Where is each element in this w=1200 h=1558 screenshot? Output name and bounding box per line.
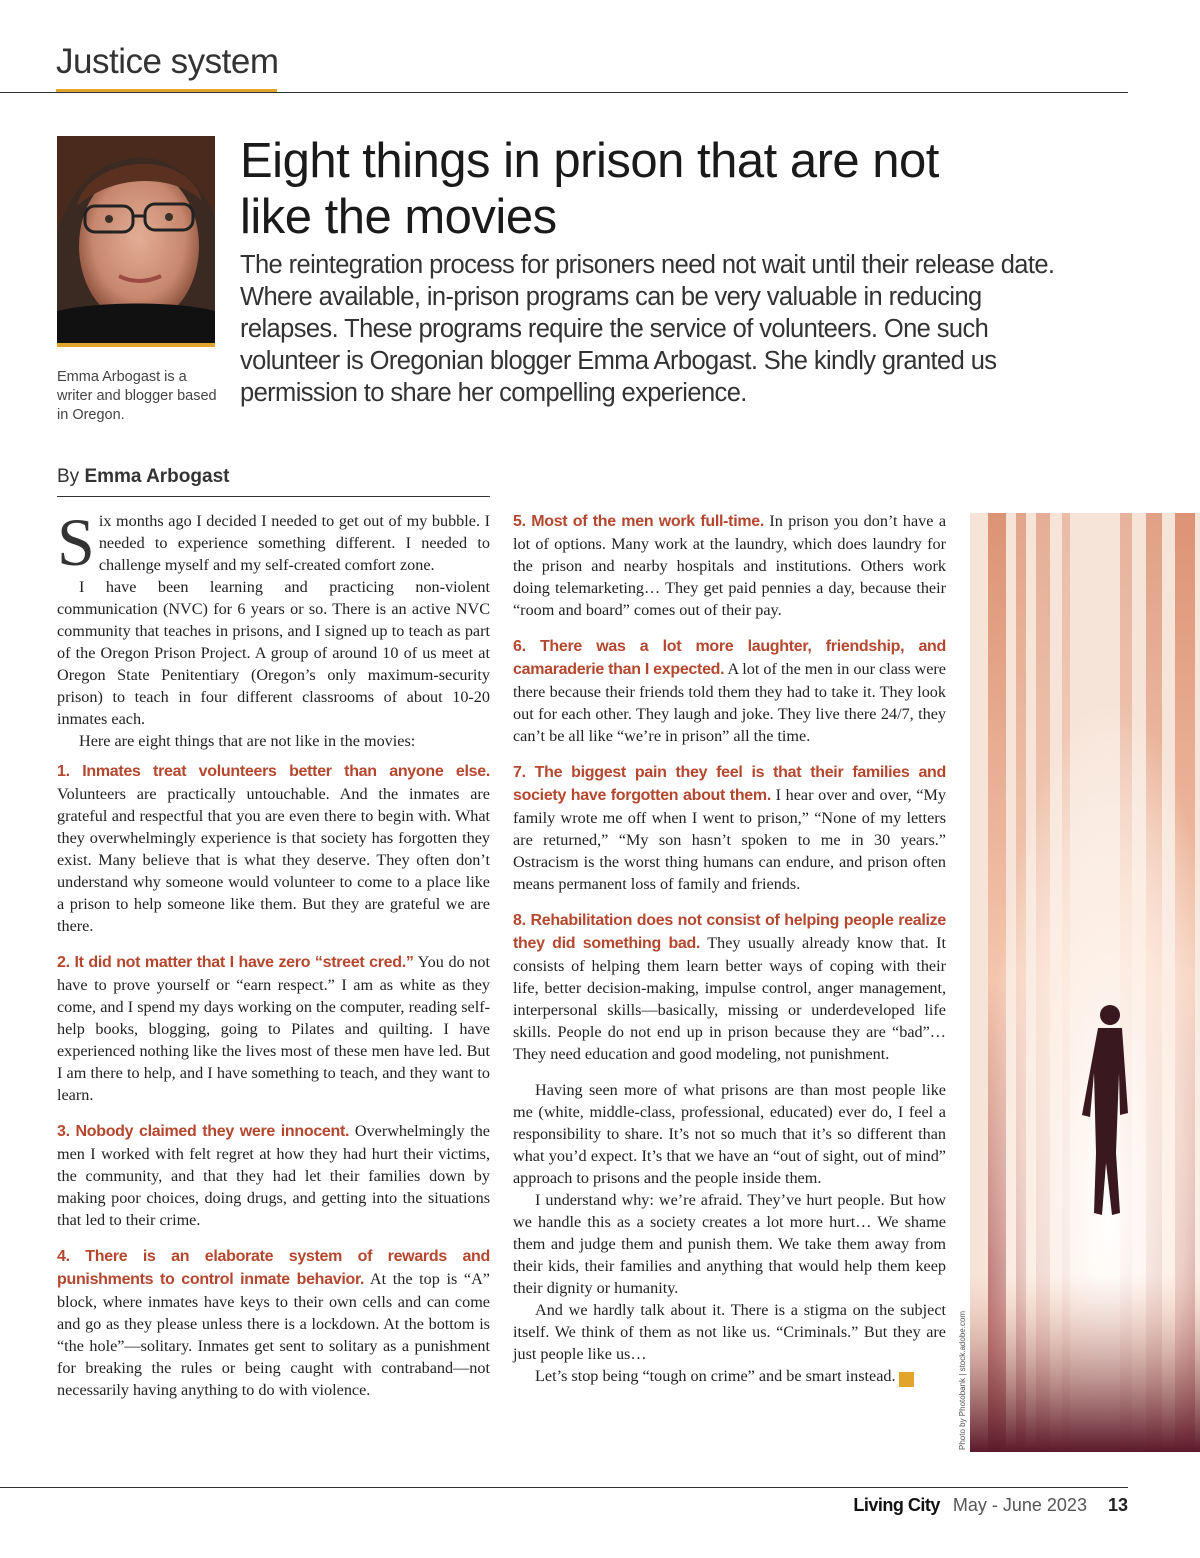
photo-credit: Photo by Photobank | stock.adobe.com [958, 1310, 967, 1450]
portrait-caption: Emma Arbogast is a writer and blogger based in Oregon. [57, 369, 217, 423]
item-4-text: At the top is “A” block, where inmates have keys to their own cells and can come and go as they please unless there is a lockdown. At the bottom is “the hole”—solitary. Inmates get sent to solitary as a punishment for breaking the rules or being caught with contraband—not necessarily having anything to do with violence. [57, 1270, 490, 1399]
item-5-text: In prison you don’t have a lot of options. Many work at the laundry, which does laundry for the prison and nearby hospitals and institutions. Others work doing telemarketing… They get paid pennies a day, because their “room and board” comes out of their pay. [513, 512, 947, 619]
closing-paragraph-2: I understand why: we’re afraid. They’ve hurt people. But how we handle this as a society creates a lot more hurt… We shame them and judge them and punish them. We take them away from their kids, their families and anything that would help them keep their dignity or humanity. [513, 1191, 946, 1297]
portrait-accent-bar [57, 343, 215, 347]
magazine-brand: Living City [853, 1495, 940, 1515]
intro-paragraph-2: I have been learning and practicing non-violent communication (NVC) for 6 years or so. There is an active NVC community that teaches in prisons, and I signed up to teach as part of the Oregon Prison Project. A group of around 10 of us meet at Oregon State Penitentiary (Oregon’s only maximum-security prison) to teach in four different classrooms of about 10-20 inmates each. [57, 578, 490, 728]
byline-prefix: By [57, 466, 80, 487]
item-2-heading: 2. It did not matter that I have zero “street cred.” [57, 954, 414, 971]
item-4 [57, 1245, 490, 1401]
closing-paragraph-3: And we hardly talk about it. There is a stigma on the subject itself. We think of them as not like us. “Criminals.” But they are just people like us… [513, 1301, 946, 1363]
item-5 [513, 510, 946, 621]
intro-p1-text: ix months ago I decided I needed to get out of my bubble. I needed to experience something different. I needed to challenge myself and my self-created comfort zone. [98, 512, 490, 574]
item-1-text: Volunteers are practically untouchable. And the inmates are grateful and respectful that you are even there to begin with. What they overwhelmingly experience is that society has forgotten they exist. Many believe that is what they deserve. They often don’t understand why someone would volunteer to come to a place like a prison to help someone like them. But they are grateful we are there. [57, 785, 490, 935]
item-3-text: Overwhelmingly the men I worked with felt regret at how they had hurt their victims, the community, and that they had let their families down by making poor choices, doing drugs, and getting into the situations that led to their crime. [57, 1122, 490, 1229]
drop-cap: S [57, 504, 95, 580]
walking-man-photo [970, 513, 1200, 1452]
headline: Eight things in prison that are not like the movies [240, 134, 939, 244]
deck-intro: The reintegration process for prisoners need not wait until their release date. Where available, in-prison programs can be very valuable in reducing relapses. These programs require the service of volunteers. One such volunteer is Oregonian blogger Emma Arbogast. She kindly granted us permission to share her compelling experience. [240, 251, 1055, 407]
item-7-heading: 7. The biggest pain they feel is that their families and society have forgotten about them. [513, 764, 946, 804]
item-5-heading: 5. Most of the men work full-time. [513, 513, 765, 530]
intro-paragraph-1 [57, 504, 490, 580]
intro-paragraph-3: Here are eight things that are not like in the movies: [79, 732, 416, 750]
footer-divider [0, 1487, 1128, 1488]
light-beams-illustration [970, 513, 1200, 1452]
item-3-heading: 3. Nobody claimed they were innocent. [57, 1123, 350, 1140]
item-7-text: I hear over and over, “My family wrote me off when I went to prison,” “None of my letters are returned,” “My son hasn’t spoken to me in 30 years.” Ostracism is the worst thing humans can endure, and prison often means permanent loss of family and friends. [513, 786, 946, 893]
item-8 [513, 909, 946, 1065]
column-left [57, 504, 490, 1401]
item-1-heading: 1. Inmates treat volunteers better than anyone else. [57, 763, 490, 780]
closing-p4-text: Let’s stop being “tough on crime” and be smart instead. [535, 1367, 896, 1385]
column-middle [513, 510, 946, 1387]
byline-divider [57, 496, 490, 497]
item-6 [513, 635, 946, 747]
portrait-illustration [57, 136, 215, 345]
item-6-heading: 6. There was a lot more laughter, friendship, and camaraderie than I expected. [513, 638, 946, 678]
byline [57, 466, 229, 488]
item-8-heading: 8. Rehabilitation does not consist of helping people realize they did something bad. [513, 912, 946, 952]
item-7 [513, 761, 946, 895]
issue-date: May - June 2023 [952, 1495, 1087, 1515]
item-3 [57, 1120, 490, 1231]
item-1 [57, 760, 490, 937]
closing-paragraph-4 [513, 1365, 946, 1387]
item-2 [57, 951, 490, 1106]
lc-end-icon: LC [899, 1372, 914, 1387]
item-6-text: A lot of the men in our class were there because their friends told them they had to take it. They look out for each other. They laugh and joke. They live there 24/7, they can’t be all like “we’re in prison” all the time. [513, 660, 946, 745]
page-number: 13 [1107, 1495, 1128, 1515]
item-8-text: They usually already know that. It consists of helping them learn better ways of coping with their life, better decision-making, impulse control, anger management, interpersonal skills—basically, missing or underdeveloped life skills. People do not end up in prison because they are “bad”… They need education and good modeling, not punishment. [513, 934, 947, 1063]
author-portrait [57, 136, 215, 345]
page-footer [853, 1495, 1128, 1516]
item-2-text: You do not have to prove yourself or “earn respect.” I am as white as they come, and I spend my days working on the computer, reading self-help books, blogging, going to Pilates and quilting. I have experienced nothing like the lives most of these men have led. But I am there to help, and I have something to teach, and they want to learn. [57, 953, 490, 1104]
item-4-heading: 4. There is an elaborate system of rewards and punishments to control inmate behavior. [57, 1248, 490, 1288]
top-divider [0, 92, 1128, 93]
closing-paragraph-1: Having seen more of what prisons are than most people like me (white, middle-class, professional, educated) ever do, I feel a responsibility to share. It’s not so much that it’s so different than what you’d expect. It’s that we have an “out of sight, out of mind” approach to prisons and the people inside them. [513, 1081, 946, 1187]
byline-author: Emma Arbogast [84, 466, 230, 487]
section-title: Justice system [56, 42, 279, 81]
